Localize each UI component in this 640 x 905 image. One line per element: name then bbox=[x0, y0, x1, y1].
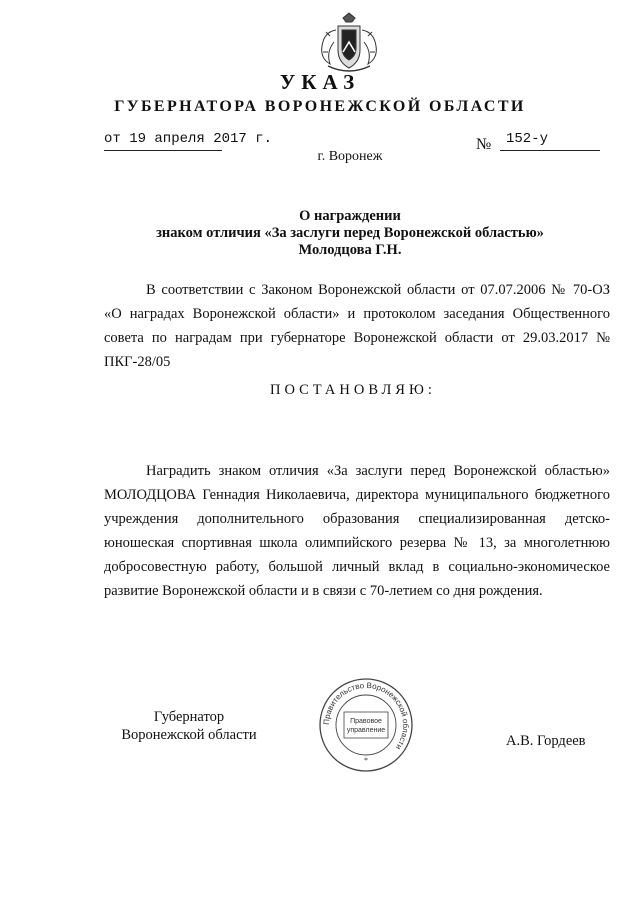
decree-heading: ПОСТАНОВЛЯЮ: bbox=[270, 382, 436, 398]
number-label: № bbox=[476, 136, 492, 153]
subject-line-3: Молодцова Г.Н. bbox=[298, 242, 402, 258]
stamp-ring-text: Правительство Воронежской области bbox=[321, 680, 411, 752]
award-paragraph: Наградить знаком отличия «За заслуги перед Воронежской областью» МОЛОДЦОВА Геннадия Николаевича, директора муниципального бюджетного учреждения дополнительного образования специализированная детско-юношеская спортивная школа олимпийского резерва № 13, за многолетнюю добросовестную работу, большой личный вклад в социально-экономическое развитие Воронежской области и в связи с 70-летием со дня рождения. bbox=[104, 463, 610, 599]
document-city: г. Воронеж bbox=[317, 149, 383, 164]
signatory-position bbox=[104, 708, 274, 744]
document-title: УКАЗ bbox=[279, 70, 361, 94]
position-line-2: Воронежской области bbox=[121, 727, 257, 743]
coat-of-arms-icon bbox=[316, 12, 382, 76]
position-line-1: Губернатор bbox=[153, 709, 225, 725]
official-stamp bbox=[316, 675, 416, 775]
stamp-center-line-2: управление bbox=[346, 727, 386, 734]
stamp-star-icon: * bbox=[364, 756, 368, 765]
signatory-name: А.В. Гордеев bbox=[506, 733, 586, 749]
subject-line-1: О награждении bbox=[299, 208, 401, 224]
document-number: 152-у bbox=[506, 131, 548, 147]
document-subject bbox=[100, 208, 600, 259]
preamble-paragraph: В соответствии с Законом Воронежской области от 07.07.2006 № 70-ОЗ «О наградах Воронежской области» и протоколом заседания Общественного совета по наградам при губернаторе Воронежской области от 29.03.2017 № ПКГ-28/05 bbox=[104, 282, 610, 370]
subject-line-2: знаком отличия «За заслуги перед Воронежской областью» bbox=[156, 225, 544, 241]
document-date: от 19 апреля 2017 г. bbox=[104, 131, 272, 147]
document-subtitle: ГУБЕРНАТОРА ВОРОНЕЖСКОЙ ОБЛАСТИ bbox=[114, 98, 526, 115]
stamp-center-line-1: Правовое bbox=[350, 718, 382, 725]
